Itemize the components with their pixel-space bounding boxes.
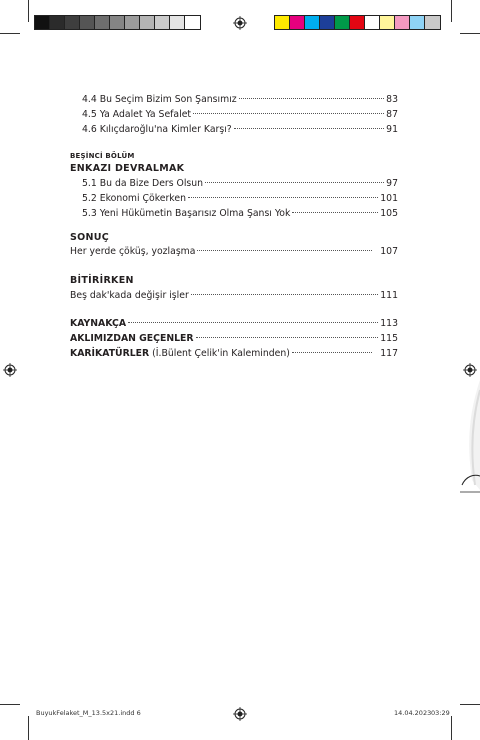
toc-entry-5-1[interactable]: 5.1 Bu da Bize Ders Olsun 97 <box>82 178 398 189</box>
toc-entry-5-2[interactable]: 5.2 Ekonomi Çökerken 101 <box>82 193 398 204</box>
crop-mark-bottom-left-h <box>0 704 20 705</box>
color-swatch <box>50 16 65 29</box>
bitirirken-title: BİTİRİRKEN <box>70 275 134 286</box>
toc-entry-bitirirken[interactable]: Beş dak'kada değişir işler 111 <box>70 290 398 301</box>
sonuc-title: SONUÇ <box>70 232 110 243</box>
crop-mark-top-right-v <box>451 0 452 22</box>
crop-mark-top-right-h <box>460 33 480 34</box>
crop-mark-bottom-right-v <box>451 716 452 740</box>
toc-entry-5-3[interactable]: 5.3 Yeni Hükümetin Başarısız Olma Şansı Yok 105 <box>82 208 398 219</box>
part-five-title: ENKAZI DEVRALMAK <box>70 163 185 174</box>
color-swatch <box>35 16 50 29</box>
registration-mark-left-icon <box>3 363 17 377</box>
slug-time: 03:29 <box>431 709 450 717</box>
toc-entry-4-4[interactable]: 4.4 Bu Seçim Bizim Son Şansımız 83 <box>82 94 398 105</box>
color-swatch <box>425 16 440 29</box>
toc-entry-4-5[interactable]: 4.5 Ya Adalet Ya Sefalet 87 <box>82 109 398 120</box>
crop-mark-top-left-v <box>28 0 29 22</box>
page-edge-swoosh <box>456 380 480 500</box>
toc-entry-kaynakca[interactable]: KAYNAKÇA 113 <box>70 318 398 329</box>
part-five-label: BEŞİNCİ BÖLÜM <box>70 152 135 160</box>
crop-mark-bottom-right-h <box>460 704 480 705</box>
crop-mark-top-left-h <box>0 33 20 34</box>
karikaturler-label: KARİKATÜRLER <box>70 348 150 359</box>
toc-entry-aklimizdan[interactable]: AKLIMIZDAN GEÇENLER 115 <box>70 333 398 344</box>
crop-mark-bottom-left-v <box>28 716 29 740</box>
color-swatch <box>410 16 425 29</box>
slug-date: 14.04.2023 <box>394 709 432 717</box>
slug-filename: BuyukFelaket_M_13.5x21.indd 6 <box>36 709 141 717</box>
table-of-contents <box>70 0 398 740</box>
karikaturler-suffix: (İ.Bülent Çelik'in Kaleminden) <box>149 348 290 359</box>
toc-entry-sonuc[interactable]: Her yerde çöküş, yozlaşma 107 <box>70 246 398 257</box>
toc-entry-4-6[interactable]: 4.6 Kılıçdaroğlu'na Kimler Karşı? 91 <box>82 124 398 135</box>
toc-entry-karikaturler[interactable]: KARİKATÜRLER (İ.Bülent Çelik'in Kaleminden) 117 <box>70 348 398 359</box>
registration-mark-right-icon <box>463 363 477 377</box>
